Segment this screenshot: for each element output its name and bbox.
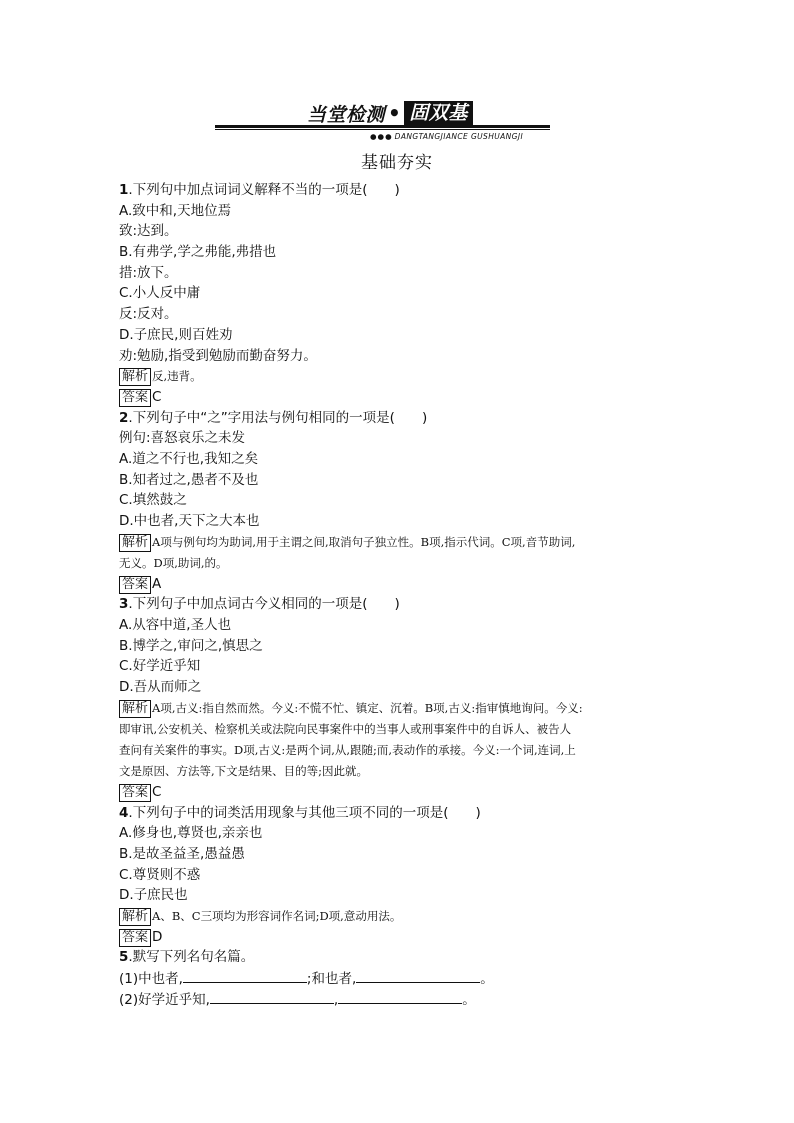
header-dots: ●●● [370, 132, 393, 141]
option-c: C.填然鼓之 [119, 492, 187, 509]
option-a: A.从容中道,圣人也 [119, 617, 232, 634]
answer-tag: 答案 [119, 576, 151, 594]
answer-value: C [152, 388, 162, 405]
option-b: B.知者过之,愚者不及也 [119, 471, 259, 488]
answer-row [119, 927, 679, 948]
question-5 [119, 947, 679, 1009]
answer-row [119, 782, 679, 803]
analysis-text: 即审讯,公安机关、检察机关或法院向民事案件中的当事人或刑事案件中的自诉人、被告人 [119, 721, 572, 736]
question-stem [119, 947, 679, 968]
header-title-separator: • [388, 101, 402, 125]
option-d: D.吾从而师之 [119, 679, 202, 696]
answer-value: A [152, 575, 162, 592]
question-text: .默写下列名句名篇。 [128, 949, 255, 966]
option-a: A.修身也,尊贤也,亲亲也 [119, 825, 263, 842]
answer-row [119, 387, 679, 408]
option-a-note: 致:达到。 [119, 223, 178, 240]
answer-tag: 答案 [119, 929, 151, 947]
header-title [307, 100, 473, 126]
page-header [215, 92, 550, 141]
fill-item-end: 。 [480, 971, 494, 987]
analysis-text: 无义。D项,助词,的。 [119, 555, 228, 570]
option-c-note: 反:反对。 [119, 306, 178, 323]
analysis-text: 查问有关案件的事实。D项,古义:是两个词,从,跟随;而,表动作的承接。今义:一个词,连词,上 [119, 742, 576, 757]
question-text: .下列句子中加点词古今义相同的一项是( ) [128, 596, 400, 613]
analysis-tag: 解析 [119, 534, 151, 552]
fill-item-2 [119, 989, 679, 1010]
option-d: D.子庶民也 [119, 887, 188, 904]
option-d: D.子庶民,则百姓劝 [119, 326, 233, 343]
option-d: D.中也者,天下之大本也 [119, 513, 260, 529]
analysis-text: 文是原因、方法等,下文是结果、目的等;因此就。 [119, 763, 369, 778]
fill-item-end: 。 [462, 991, 476, 1008]
fill-blank[interactable] [183, 968, 307, 983]
fill-item-text: , [333, 991, 339, 1008]
question-number: 2 [119, 409, 129, 426]
analysis-row [119, 906, 679, 927]
option-b-note: 措:放下。 [119, 264, 178, 281]
analysis-tag: 解析 [119, 908, 151, 926]
question-stem [119, 803, 679, 824]
option-c: C.尊贤则不惑 [119, 866, 201, 883]
question-1 [119, 180, 679, 408]
question-text: .下列句子中的词类活用现象与其他三项不同的一项是( ) [128, 804, 481, 821]
analysis-text: A、B、C三项均为形容词作名词;D项,意动用法。 [152, 908, 402, 923]
fill-blank[interactable] [338, 989, 462, 1004]
fill-item-text: (2)好学近乎知, [119, 991, 210, 1008]
header-title-box: 固双基 [404, 101, 473, 125]
analysis-block [119, 698, 679, 782]
answer-tag: 答案 [119, 784, 151, 802]
fill-blank[interactable] [210, 989, 334, 1004]
header-subtitle-text: DANGTANGJIANCE GUSHUANGJI [394, 132, 524, 141]
option-c: C.好学近乎知 [119, 658, 201, 675]
analysis-text: A项与例句均为助词,用于主谓之间,取消句子独立性。B项,指示代词。C项,音节助词, [152, 534, 576, 549]
analysis-row [119, 698, 679, 719]
question-number: 4 [119, 804, 129, 821]
question-text: .下列句中加点词词义解释不当的一项是( ) [128, 182, 400, 198]
analysis-tag: 解析 [119, 700, 151, 718]
analysis-text: 反,违背。 [152, 369, 202, 384]
section-title: 基础夯实 [361, 153, 433, 173]
question-stem [119, 408, 679, 429]
question-3 [119, 594, 679, 802]
question-2 [119, 408, 679, 595]
option-b: B.是故圣益圣,愚益愚 [119, 845, 245, 862]
option-b: B.博学之,审问之,慎思之 [119, 637, 263, 654]
question-number: 5 [119, 949, 129, 966]
answer-value: C [152, 783, 162, 800]
example-sentence: 例句:喜怒哀乐之未发 [119, 430, 246, 447]
question-stem [119, 180, 679, 201]
option-b: B.有弗学,学之弗能,弗措也 [119, 244, 277, 261]
analysis-block [119, 532, 679, 574]
analysis-tag: 解析 [119, 368, 151, 386]
answer-row [119, 574, 679, 595]
fill-item-1 [119, 968, 679, 989]
analysis-text: A项,古义:指自然而然。今义:不慌不忙、镇定、沉着。B项,古义:指审慎地询问。今义: [152, 700, 583, 715]
header-title-left: 当堂检测 [307, 103, 386, 126]
header-rule-thick [215, 125, 550, 128]
question-number: 3 [119, 596, 129, 613]
question-text: .下列句子中“之”字用法与例句相同的一项是( ) [128, 409, 428, 426]
answer-tag: 答案 [119, 389, 151, 407]
question-number: 1 [119, 182, 129, 198]
option-d-note: 劝:勉励,指受到勉励而勤奋努力。 [119, 347, 317, 364]
header-rule-thin [215, 129, 550, 130]
fill-item-text: ;和也者, [306, 971, 357, 987]
fill-blank[interactable] [356, 968, 480, 983]
option-a: A.致中和,天地位焉 [119, 202, 232, 219]
answer-value: D [152, 928, 163, 945]
analysis-row [119, 366, 679, 387]
question-stem [119, 594, 679, 615]
question-4 [119, 803, 679, 948]
header-subtitle [370, 132, 523, 141]
fill-item-text: (1)中也者, [119, 971, 183, 987]
option-c: C.小人反中庸 [119, 285, 201, 302]
question-list [119, 180, 679, 1009]
option-a: A.道之不行也,我知之矣 [119, 450, 259, 467]
analysis-row [119, 532, 679, 553]
